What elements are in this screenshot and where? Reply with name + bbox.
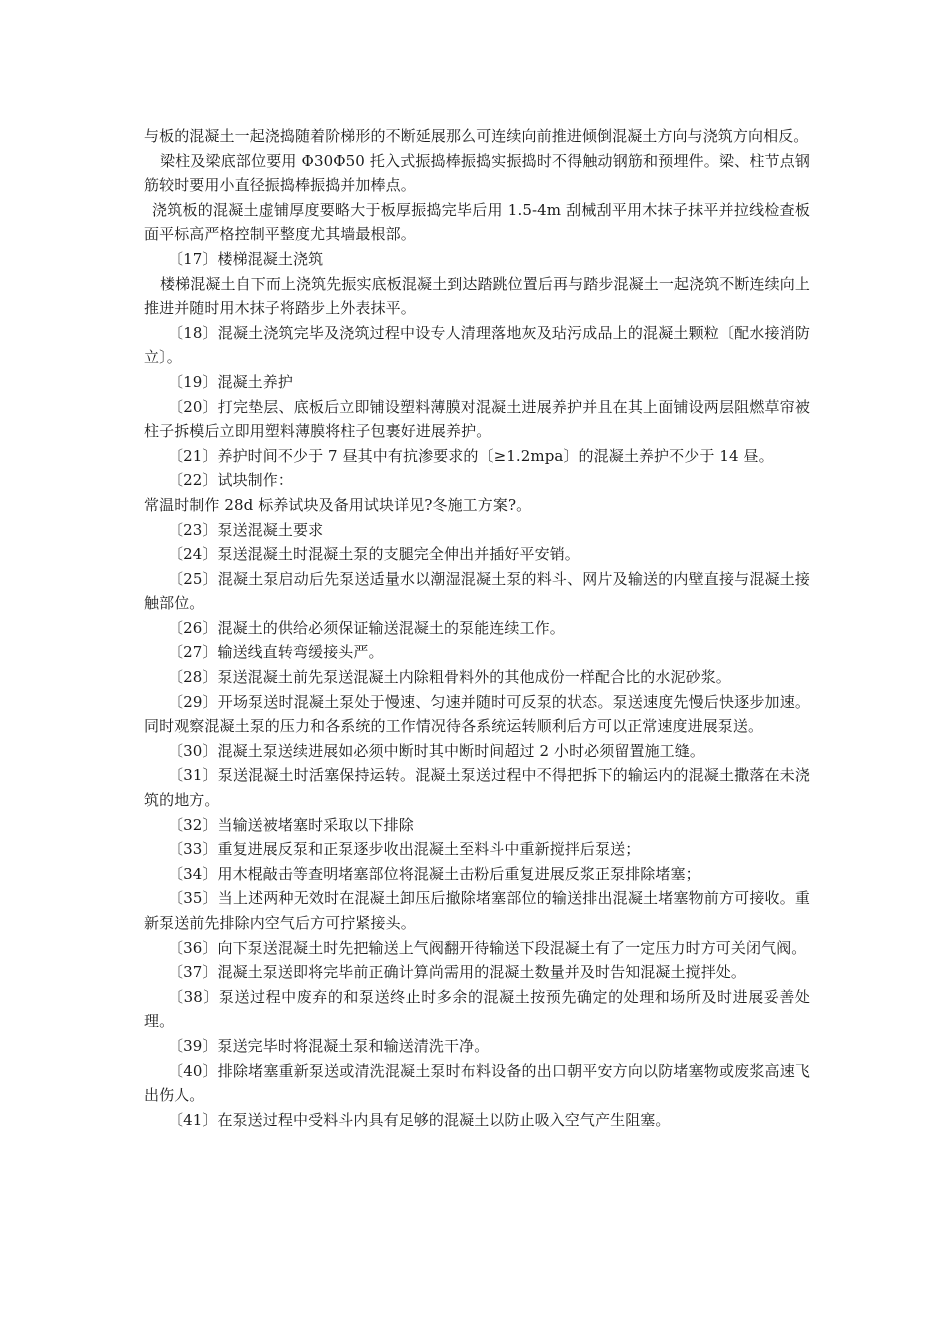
list-item: 〔31〕泵送混凝土时活塞保持运转。混凝土泵送过程中不得把拆下的输运内的混凝土撒落在未浇筑的地方。 (144, 766, 810, 810)
list-item: 〔21〕养护时间不少于 7 昼其中有抗渗要求的〔≥1.2mpa〕的混凝土养护不少于 14 昼。 (168, 446, 774, 465)
list-item: 〔24〕泵送混凝土时混凝土泵的支腿完全伸出并插好平安销。 (168, 545, 580, 564)
list-item: 〔41〕在泵送过程中受料斗内具有足够的混凝土以防止吸入空气产生阻塞。 (168, 1110, 671, 1129)
list-item: 〔18〕混凝土浇筑完毕及浇筑过程中设专人清理落地灰及玷污成品上的混凝土颗粒〔配水接消防立〕。 (144, 323, 810, 367)
document-body (144, 124, 810, 1132)
list-item: 〔38〕泵送过程中废弃的和泵送终止时多余的混凝土按预先确定的处理和场所及时进展妥善处理。 (144, 987, 810, 1031)
list-item: 〔29〕开场泵送时混凝土泵处于慢速、匀速并随时可反泵的状态。泵送速度先慢后快逐步加速。同时观察混凝土泵的压力和各系统的工作情况待各系统运转顺利后方可以正常速度进展泵送。 (144, 692, 810, 736)
list-item: 〔30〕混凝土泵送续进展如必须中断时其中断时间超过 2 小时必须留置施工缝。 (168, 741, 705, 760)
list-item: 〔39〕泵送完毕时将混凝土泵和输送清洗干净。 (168, 1036, 490, 1055)
section-heading: 〔23〕泵送混凝土要求 (168, 520, 324, 539)
paragraph: 楼梯混凝土自下而上浇筑先振实底板混凝土到达踏跳位置后再与踏步混凝土一起浇筑不断连续向上推进并随时用木抹子将踏步上外表抹平。 (144, 274, 810, 318)
list-item: 〔28〕泵送混凝土前先泵送混凝土内除粗骨料外的其他成份一样配合比的水泥砂浆。 (168, 668, 731, 687)
list-item: 〔27〕输送线直转弯缓接头严。 (168, 643, 384, 662)
list-item: 〔26〕混凝土的供给必须保证输送混凝土的泵能连续工作。 (168, 618, 565, 637)
list-item: 〔36〕向下泵送混凝土时先把输送上气阀翻开待输送下段混凝土有了一定压力时方可关闭气阀。 (168, 938, 807, 957)
list-item: 〔35〕当上述两种无效时在混凝土卸压后撤除堵塞部位的输送排出混凝土堵塞物前方可接收。重新泵送前先排除内空气后方可拧紧接头。 (144, 889, 810, 932)
list-item: 〔34〕用木棍敲击等查明堵塞部位将混凝土击粉后重复进展反浆正泵排除堵塞； (168, 864, 701, 883)
list-item: 〔33〕重复进展反泵和正泵逐步收出混凝土至料斗中重新搅拌后泵送； (168, 840, 641, 859)
paragraph: 与板的混凝土一起浇捣随着阶梯形的不断延展那么可连续向前推进倾倒混凝土方向与浇筑方向相反。 (144, 127, 809, 145)
paragraph: 常温时制作 28d 标养试块及备用试块详见?冬施工方案?。 (144, 495, 532, 514)
list-item: 〔32〕当输送被堵塞时采取以下排除 (168, 815, 414, 834)
list-item: 〔20〕打完垫层、底板后立即铺设塑料薄膜对混凝土进展养护并且在其上面铺设两层阻燃草帘被柱子拆模后立即用塑料薄膜将柱子包裹好进展养护。 (144, 397, 810, 441)
list-item: 〔40〕排除堵塞重新泵送或清洗混凝土泵时布料设备的出口朝平安方向以防堵塞物或废浆高速飞出伤人。 (144, 1061, 810, 1105)
paragraph: 梁柱及梁底部位要用 Φ30Φ50 托入式振捣棒振捣实振捣时不得触动钢筋和预埋件。梁、柱节点钢筋较时要用小直径振捣棒振捣并加棒点。 (144, 151, 810, 195)
section-heading: 〔19〕混凝土养护 (168, 372, 293, 391)
paragraph: 浇筑板的混凝土虚铺厚度要略大于板厚振捣完毕后用 1.5-4m 刮械刮平用木抹子抹平并拉线检查板面平标高严格控制平整度尤其墙最根部。 (144, 200, 810, 244)
list-item: 〔37〕混凝土泵送即将完毕前正确计算尚需用的混凝土数量并及时告知混凝土搅拌处。 (168, 963, 746, 982)
section-heading: 〔22〕试块制作： (168, 471, 293, 490)
section-heading: 〔17〕楼梯混凝土浇筑 (168, 249, 324, 268)
list-item: 〔25〕混凝土泵启动后先泵送适量水以潮湿混凝土泵的料斗、网片及输送的内壁直接与混凝土接触部位。 (144, 569, 810, 613)
